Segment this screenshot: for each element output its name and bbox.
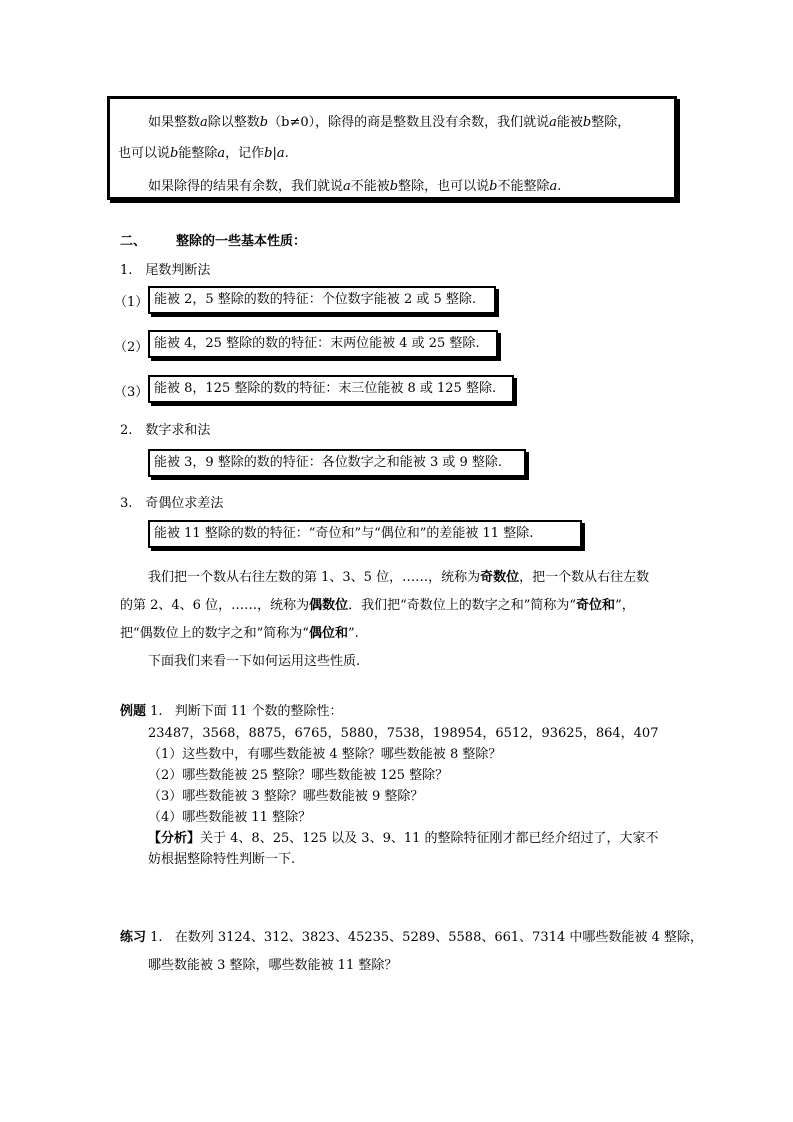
example-analysis-line-2: 妨根据整除特性判断一下. (148, 852, 296, 867)
term-even-digits: 偶数位 (309, 598, 349, 613)
example-analysis-line-1: 【分析】关于 4、8、25、125 以及 3、9、11 的整除特征刚才都已经介绍过了，大家不 (148, 831, 659, 846)
rule-2-number: （2） (114, 340, 149, 355)
example-number: 1. (150, 704, 163, 719)
practice-label: 练习 (120, 930, 147, 945)
example-label: 例题 (120, 704, 147, 719)
rule-1-number: （1） (114, 295, 149, 310)
rule-box-2-5: 能被 2，5 整除的数的特征：个位数字能被 2 或 5 整除. (148, 286, 496, 314)
definition-line-3: 如果除得的结果有余数，我们就说a不能被b整除，也可以说b不能整除a. (148, 179, 562, 194)
term-odd-sum: 奇位和 (576, 598, 616, 613)
practice-1-line-1 (120, 926, 703, 945)
rule-box-4-25: 能被 4，25 整除的数的特征：末两位能被 4 或 25 整除. (148, 330, 498, 358)
explain-line-3: 把“偶数位上的数字之和”简称为“偶位和”. (120, 626, 359, 641)
method-2-label: 2. 数字求和法 (120, 423, 211, 438)
example-question-3: （3）哪些数能被 3 整除？哪些数能被 9 整除？ (148, 789, 424, 804)
method-3-label: 3. 奇偶位求差法 (120, 496, 224, 511)
practice-number: 1. (150, 930, 163, 945)
definition-box (107, 96, 677, 200)
example-1-header (120, 700, 343, 719)
example-question-1: （1）这些数中，有哪些数能被 4 整除？哪些数能被 8 整除？ (148, 747, 502, 762)
method-1-label: 1. 尾数判断法 (120, 263, 211, 278)
term-odd-digits: 奇数位 (480, 570, 520, 585)
analysis-tag: 【分析】 (148, 831, 201, 846)
rule-box-11: 能被 11 整除的数的特征：“奇位和”与“偶位和”的差能被 11 整除. (148, 520, 582, 548)
explain-line-2: 的第 2、4、6 位，……，统称为偶数位．我们把“奇数位上的数字之和”简称为“奇位和”， (120, 598, 635, 613)
rule-3-number: （3） (114, 385, 149, 400)
definition-line-2: 也可以说b能整除a，记作b|a. (118, 146, 289, 161)
explain-line-1: 我们把一个数从右往左数的第 1、3、5 位，……，统称为奇数位，把一个数从右往左数 (148, 570, 650, 585)
term-even-sum: 偶位和 (308, 626, 348, 641)
example-title: 判断下面 11 个数的整除性： (174, 704, 343, 719)
definition-line-1: 如果整数a除以整数b（b≠0），除得的商是整数且没有余数，我们就说a能被b整除， (148, 115, 631, 130)
practice-1-line-2: 哪些数能被 3 整除，哪些数能被 11 整除？ (148, 958, 398, 973)
rule-box-8-125: 能被 8，125 整除的数的特征：末三位能被 8 或 125 整除. (148, 375, 514, 403)
example-question-4: （4）哪些数能被 11 整除？ (148, 810, 312, 825)
section-number: 二、 (120, 234, 147, 249)
rule-box-3-9: 能被 3，9 整除的数的特征：各位数字之和能被 3 或 9 整除. (148, 449, 526, 477)
example-numbers: 23487，3568，8875，6765，5880，7538，198954，6512，93625，864，407 (148, 726, 659, 741)
practice-text-1: 在数列 3124、312、3823、45235、5289、5588、661、7314 中哪些数能被 4 整除， (174, 930, 703, 945)
section-title: 整除的一些基本性质： (176, 234, 307, 249)
example-question-2: （2）哪些数能被 25 整除？哪些数能被 125 整除？ (148, 768, 449, 783)
explain-line-4: 下面我们来看一下如何运用这些性质. (148, 654, 361, 669)
